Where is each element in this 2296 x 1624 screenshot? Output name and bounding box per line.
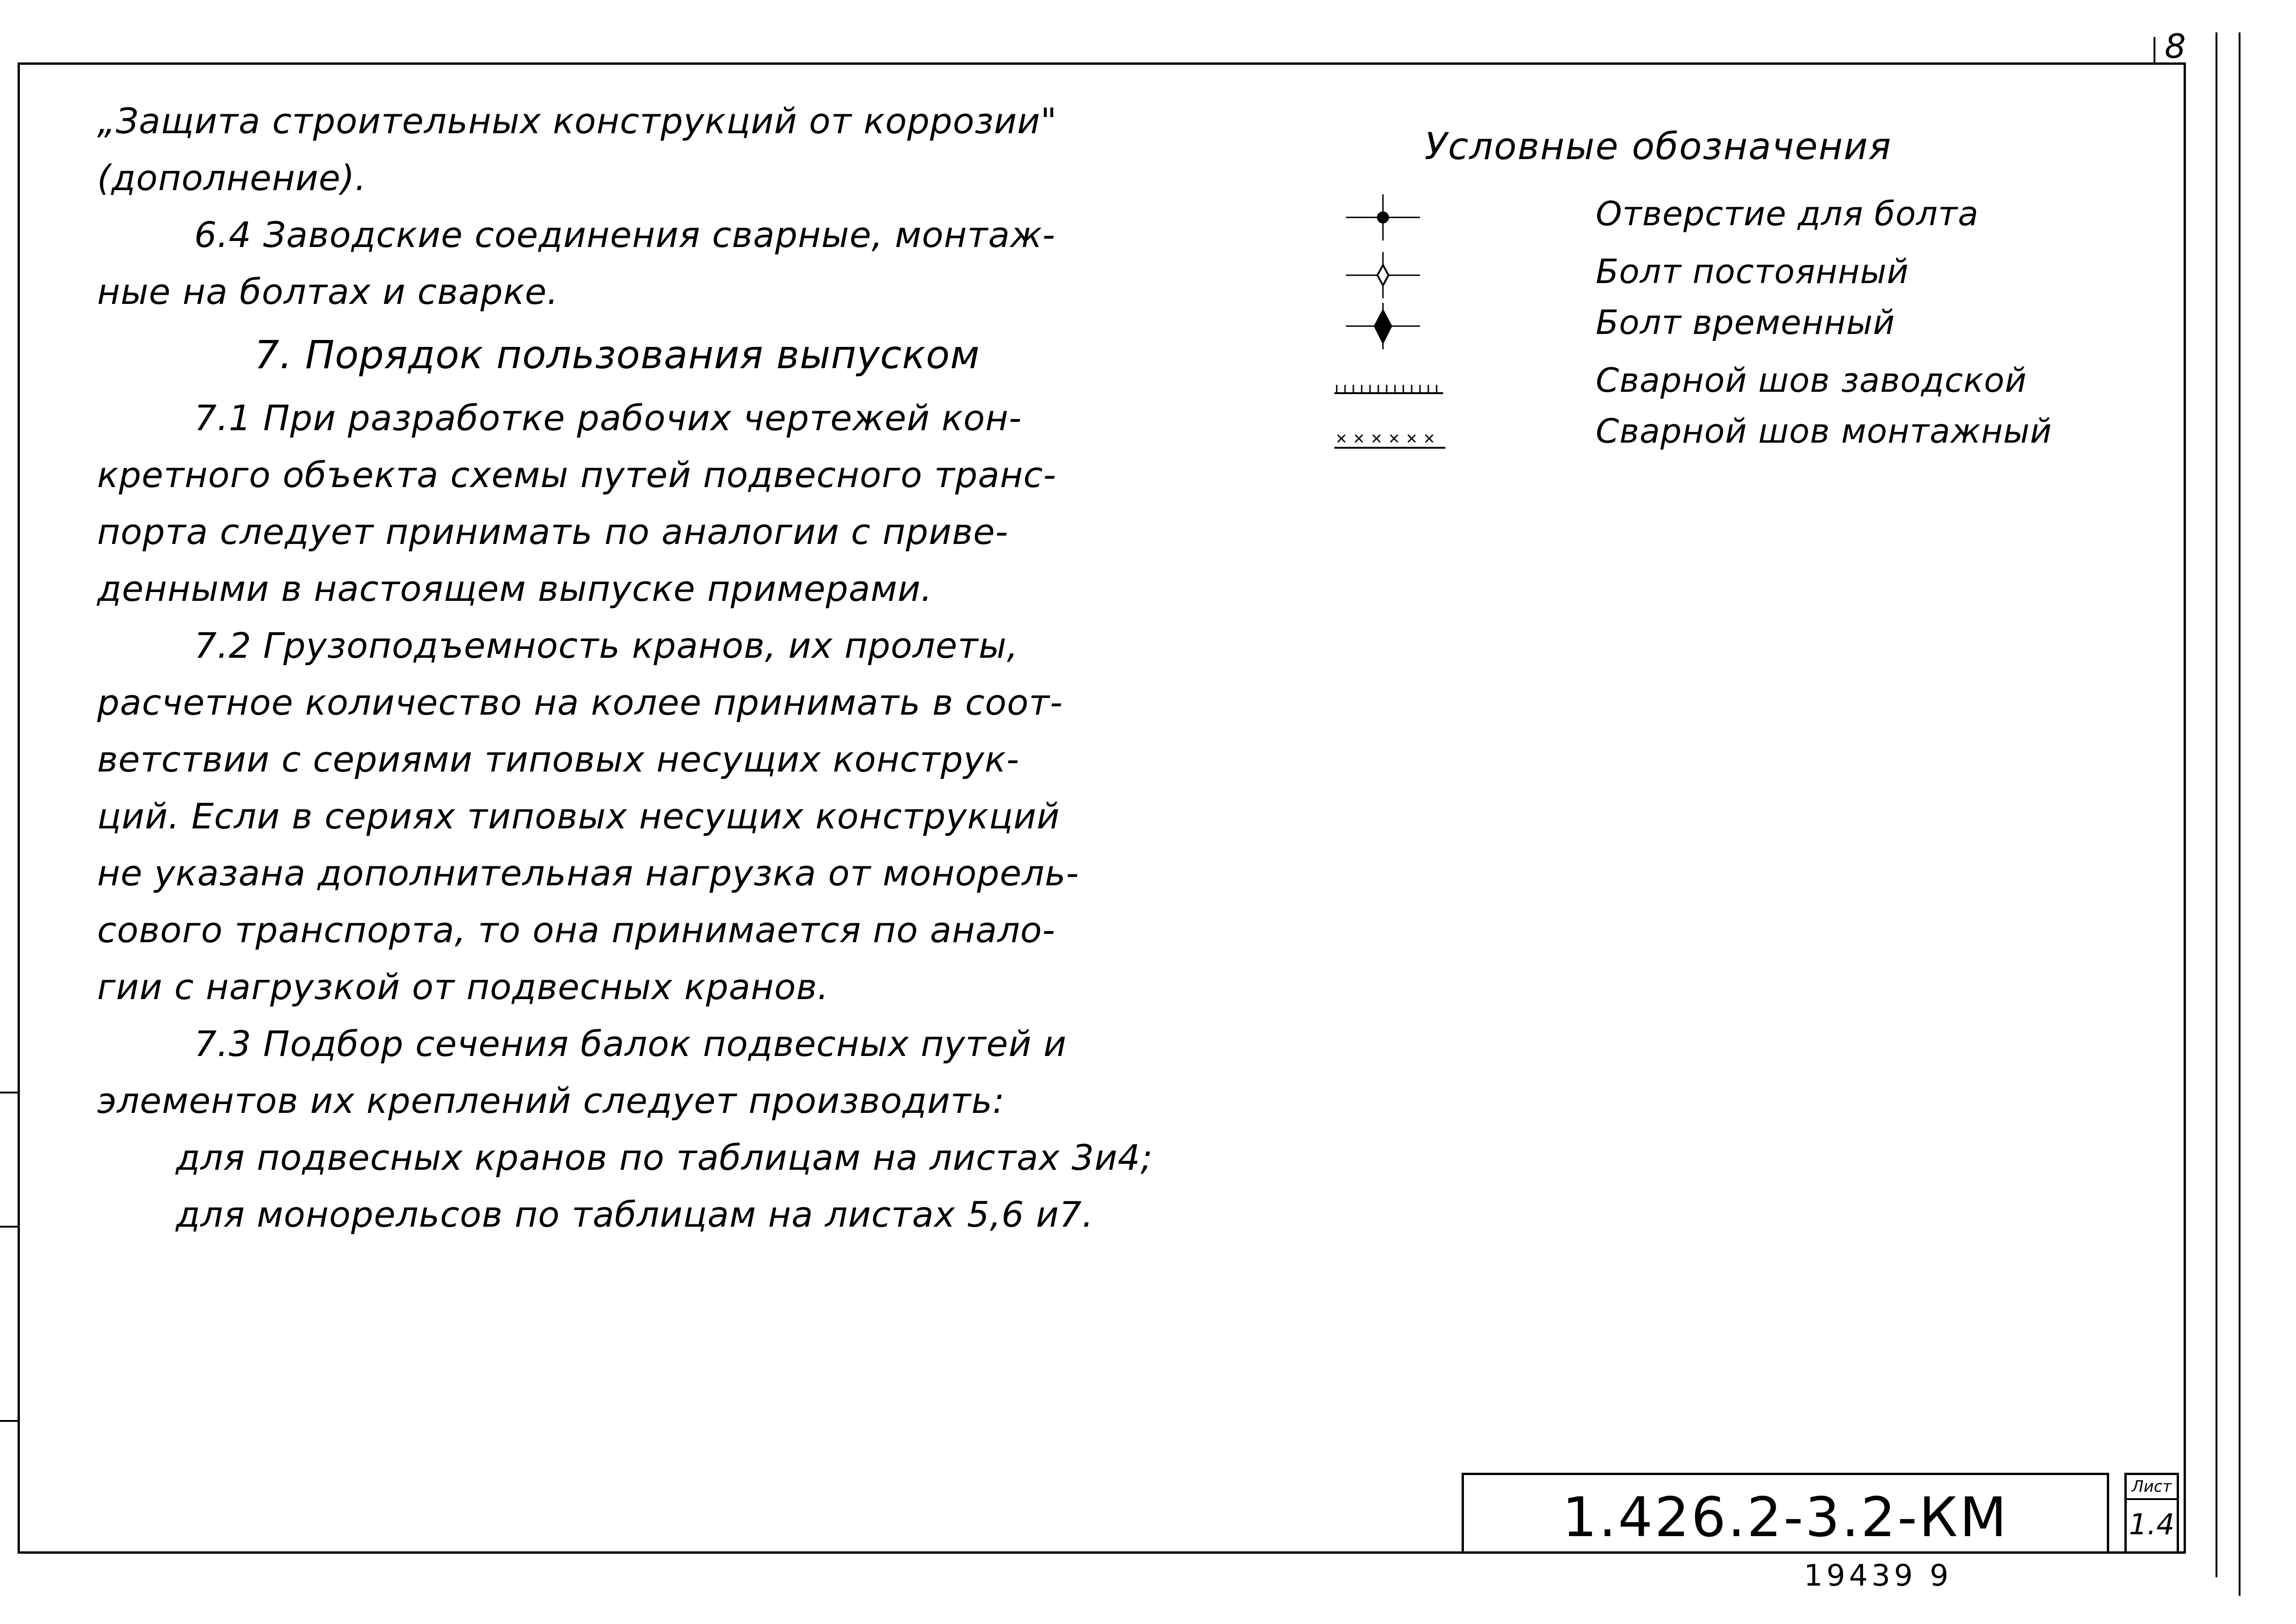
legend-title: Условные обозначения	[1425, 125, 1892, 168]
sheet-number-top: 8	[2165, 27, 2186, 66]
body-line: расчетное количество на колее принимать в соот-	[97, 682, 1063, 723]
body-line: „Защита строительных конструкций от коррозии"	[97, 100, 1057, 142]
body-text	[97, 93, 1153, 1243]
body-line: денными в настоящем выпуске примерами.	[97, 568, 933, 609]
margin-tick	[0, 1092, 19, 1093]
legend-item	[1327, 303, 2253, 354]
body-line: (дополнение).	[97, 157, 367, 198]
temporary-bolt-icon	[1327, 303, 1466, 354]
legend-label: Отверстие для болта	[1596, 194, 1979, 233]
sheet-box	[2124, 1473, 2179, 1554]
body-line: сового транспорта, то она принимается по анало-	[97, 909, 1055, 951]
title-block	[1462, 1473, 2109, 1554]
factory-weld-icon	[1327, 361, 1466, 412]
sheet-header: Лист	[2127, 1475, 2177, 1500]
legend-label: Сварной шов заводской	[1596, 361, 2027, 400]
sheet-number-divider	[2154, 37, 2155, 65]
section-heading: 7. Порядок пользования выпуском	[254, 332, 980, 377]
body-line: 7.2 Грузоподъемность кранов, их пролеты,	[194, 625, 1018, 666]
legend-item	[1327, 412, 2253, 463]
body-line: для монорельсов по таблицам на листах 5,6 и7.	[176, 1194, 1094, 1235]
legend-item	[1327, 194, 2253, 245]
bolt-hole-icon	[1327, 194, 1466, 245]
body-line: ветствии с сериями типовых несущих конструк-	[97, 739, 1020, 780]
body-line: для подвесных кранов по таблицам на листах 3и4;	[176, 1137, 1153, 1178]
site-weld-icon	[1327, 412, 1466, 463]
body-line: элементов их креплений следует производить:	[97, 1080, 1005, 1121]
body-line: не указана дополнительная нагрузка от монорель-	[97, 852, 1080, 894]
sheet-value: 1.4	[2129, 1507, 2175, 1541]
legend-item	[1327, 361, 2253, 412]
archive-number: 19439 9	[1804, 1559, 1952, 1593]
legend-label: Сварной шов монтажный	[1596, 412, 2052, 451]
body-line: ций. Если в сериях типовых несущих конструкций	[97, 796, 1060, 837]
margin-tick	[0, 1226, 19, 1228]
body-line: 6.4 Заводские соединения сварные, монтаж-	[194, 214, 1055, 255]
body-line: ные на болтах и сварке.	[97, 271, 559, 312]
legend-label: Болт временный	[1596, 303, 1895, 342]
legend-item	[1327, 252, 2253, 303]
body-line: 7.3 Подбор сечения балок подвесных путей и	[194, 1023, 1067, 1064]
legend-label: Болт постоянный	[1596, 252, 1909, 291]
body-line: кретного объекта схемы путей подвесного транс-	[97, 454, 1056, 495]
document-code: 1.426.2-3.2-КМ	[1562, 1485, 2009, 1549]
margin-tick	[0, 1420, 19, 1422]
body-line: гии с нагрузкой от подвесных кранов.	[97, 966, 829, 1007]
body-line: 7.1 При разработке рабочих чертежей кон-	[194, 397, 1022, 438]
body-line: порта следует принимать по аналогии с приве-	[97, 511, 1009, 552]
permanent-bolt-icon	[1327, 252, 1466, 303]
